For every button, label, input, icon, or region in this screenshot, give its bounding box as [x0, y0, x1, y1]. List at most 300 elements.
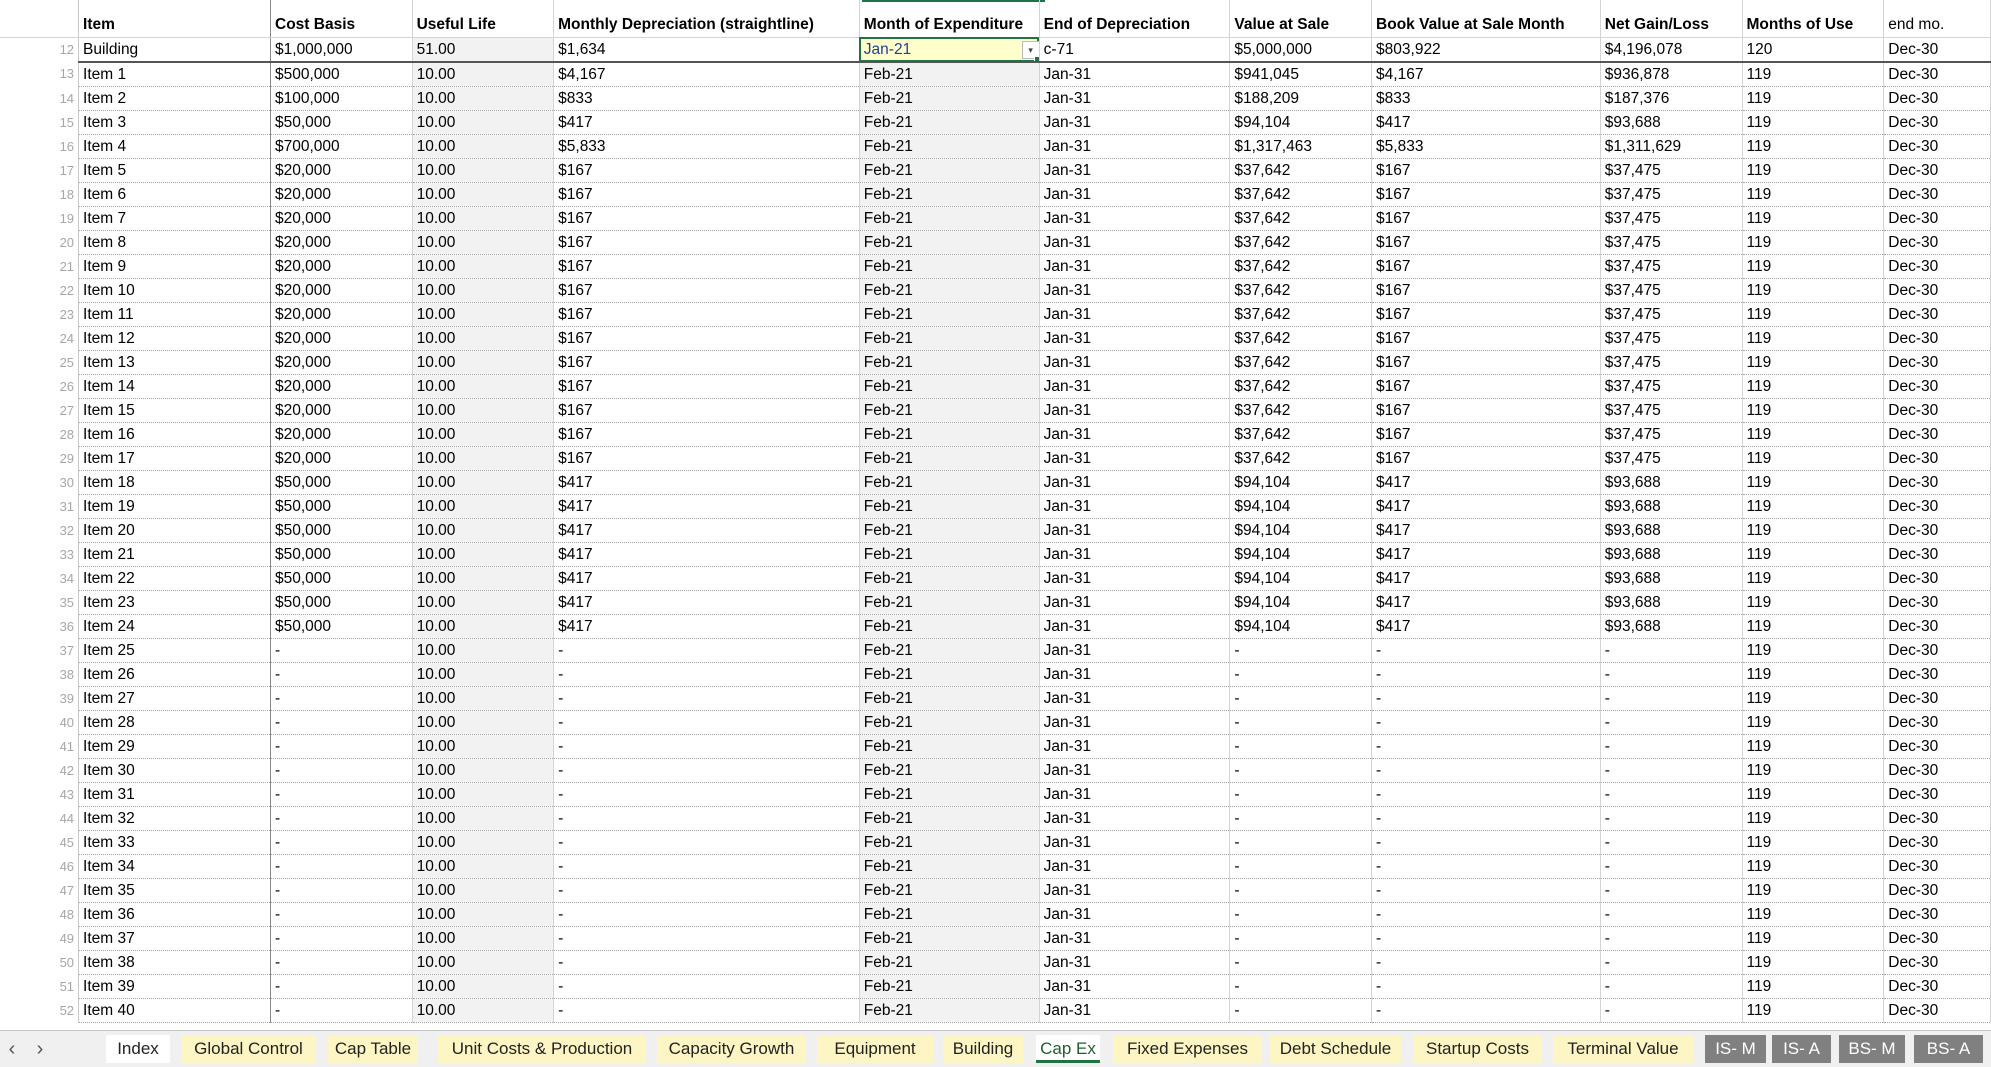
book-value-cell[interactable] [1372, 86, 1601, 110]
item-cell[interactable] [79, 638, 271, 662]
book-value-cell[interactable] [1372, 254, 1601, 278]
end-mo-cell[interactable] [1884, 566, 1991, 590]
value-at-sale-cell[interactable] [1230, 446, 1372, 470]
end-mo-cell[interactable] [1884, 86, 1991, 110]
month-of-expenditure-cell[interactable] [859, 62, 1039, 87]
monthly-depreciation-cell[interactable] [554, 62, 860, 87]
end-of-depreciation-cell[interactable] [1039, 902, 1230, 926]
cost-basis-cell[interactable] [271, 398, 413, 422]
row-number[interactable]: 28 [0, 422, 79, 446]
book-value-cell[interactable] [1372, 566, 1601, 590]
end-of-depreciation-cell[interactable] [1039, 590, 1230, 614]
value-at-sale-cell[interactable] [1230, 782, 1372, 806]
month-of-expenditure-cell[interactable] [859, 734, 1039, 758]
useful-life-cell[interactable] [412, 998, 554, 1022]
monthly-depreciation-cell[interactable] [554, 494, 860, 518]
end-of-depreciation-cell[interactable] [1039, 710, 1230, 734]
month-of-expenditure-cell[interactable] [859, 902, 1039, 926]
value-at-sale-cell[interactable] [1230, 638, 1372, 662]
sheet-tab[interactable] [1113, 1035, 1262, 1063]
end-mo-cell[interactable] [1884, 278, 1991, 302]
next-sheet-button[interactable]: › [36, 1038, 44, 1060]
book-value-cell[interactable] [1372, 398, 1601, 422]
months-of-use-cell[interactable] [1742, 37, 1884, 62]
monthly-depreciation-cell[interactable] [554, 326, 860, 350]
end-of-depreciation-cell[interactable] [1039, 614, 1230, 638]
item-cell[interactable] [79, 878, 271, 902]
net-gain-loss-cell[interactable] [1600, 110, 1742, 134]
book-value-cell[interactable] [1372, 950, 1601, 974]
item-cell[interactable] [79, 542, 271, 566]
item-cell[interactable] [79, 566, 271, 590]
months-of-use-cell[interactable] [1742, 998, 1884, 1022]
months-of-use-cell[interactable] [1742, 326, 1884, 350]
months-of-use-cell[interactable] [1742, 446, 1884, 470]
end-of-depreciation-cell[interactable] [1039, 542, 1230, 566]
end-mo-cell[interactable] [1884, 686, 1991, 710]
useful-life-cell[interactable] [412, 446, 554, 470]
value-at-sale-cell[interactable] [1230, 590, 1372, 614]
useful-life-cell[interactable] [412, 206, 554, 230]
monthly-depreciation-cell[interactable] [554, 734, 860, 758]
net-gain-loss-cell[interactable] [1600, 398, 1742, 422]
net-gain-loss-cell[interactable] [1600, 638, 1742, 662]
cost-basis-cell[interactable] [271, 110, 413, 134]
monthly-depreciation-cell[interactable] [554, 278, 860, 302]
month-of-expenditure-cell[interactable] [859, 590, 1039, 614]
row-number[interactable]: 19 [0, 206, 79, 230]
monthly-depreciation-cell[interactable] [554, 998, 860, 1022]
value-at-sale-cell[interactable] [1230, 974, 1372, 998]
item-cell[interactable] [79, 926, 271, 950]
value-at-sale-cell[interactable] [1230, 734, 1372, 758]
book-value-cell[interactable] [1372, 350, 1601, 374]
month-of-expenditure-cell[interactable] [859, 230, 1039, 254]
month-of-expenditure-cell[interactable] [859, 974, 1039, 998]
monthly-depreciation-cell[interactable] [554, 542, 860, 566]
item-cell[interactable] [79, 158, 271, 182]
cost-basis-cell[interactable] [271, 638, 413, 662]
item-cell[interactable] [79, 110, 271, 134]
month-of-expenditure-cell[interactable] [859, 134, 1039, 158]
item-cell[interactable] [79, 806, 271, 830]
row-number[interactable]: 41 [0, 734, 79, 758]
item-cell[interactable] [79, 134, 271, 158]
monthly-depreciation-cell[interactable] [554, 350, 860, 374]
end-of-depreciation-cell[interactable] [1039, 638, 1230, 662]
row-number[interactable]: 52 [0, 998, 79, 1022]
useful-life-cell[interactable] [412, 278, 554, 302]
value-at-sale-cell[interactable] [1230, 854, 1372, 878]
sheet-tab[interactable] [1036, 1035, 1100, 1063]
month-of-expenditure-cell[interactable] [859, 278, 1039, 302]
row-number[interactable]: 34 [0, 566, 79, 590]
months-of-use-cell[interactable] [1742, 494, 1884, 518]
end-mo-cell[interactable] [1884, 158, 1991, 182]
useful-life-cell[interactable] [412, 374, 554, 398]
useful-life-cell[interactable] [412, 830, 554, 854]
monthly-depreciation-cell[interactable] [554, 254, 860, 278]
end-mo-cell[interactable] [1884, 230, 1991, 254]
value-at-sale-cell[interactable] [1230, 206, 1372, 230]
end-of-depreciation-cell[interactable] [1039, 37, 1230, 62]
book-value-cell[interactable] [1372, 326, 1601, 350]
months-of-use-cell[interactable] [1742, 518, 1884, 542]
monthly-depreciation-cell[interactable] [554, 518, 860, 542]
item-cell[interactable] [79, 326, 271, 350]
useful-life-cell[interactable] [412, 734, 554, 758]
value-at-sale-cell[interactable] [1230, 662, 1372, 686]
months-of-use-cell[interactable] [1742, 566, 1884, 590]
row-number[interactable]: 25 [0, 350, 79, 374]
end-mo-cell[interactable] [1884, 206, 1991, 230]
monthly-depreciation-cell[interactable] [554, 110, 860, 134]
value-at-sale-cell[interactable] [1230, 758, 1372, 782]
book-value-cell[interactable] [1372, 446, 1601, 470]
row-number[interactable]: 13 [0, 62, 79, 87]
value-at-sale-cell[interactable] [1230, 278, 1372, 302]
monthly-depreciation-cell[interactable] [554, 398, 860, 422]
months-of-use-cell[interactable] [1742, 470, 1884, 494]
month-of-expenditure-cell[interactable] [859, 758, 1039, 782]
book-value-cell[interactable] [1372, 662, 1601, 686]
months-of-use-cell[interactable] [1742, 758, 1884, 782]
fill-handle[interactable] [1034, 56, 1040, 62]
item-cell[interactable] [79, 86, 271, 110]
item-cell[interactable] [79, 974, 271, 998]
end-mo-cell[interactable] [1884, 782, 1991, 806]
cost-basis-cell[interactable] [271, 734, 413, 758]
end-mo-cell[interactable] [1884, 590, 1991, 614]
cost-basis-cell[interactable] [271, 710, 413, 734]
book-value-cell[interactable] [1372, 710, 1601, 734]
cost-basis-cell[interactable] [271, 206, 413, 230]
net-gain-loss-cell[interactable] [1600, 998, 1742, 1022]
months-of-use-cell[interactable] [1742, 734, 1884, 758]
col-header-month-of-expenditure[interactable]: Month of Expenditure [859, 13, 1039, 37]
item-cell[interactable] [79, 350, 271, 374]
useful-life-cell[interactable] [412, 878, 554, 902]
months-of-use-cell[interactable] [1742, 134, 1884, 158]
end-of-depreciation-cell[interactable] [1039, 806, 1230, 830]
end-mo-cell[interactable] [1884, 638, 1991, 662]
item-cell[interactable] [79, 686, 271, 710]
net-gain-loss-cell[interactable] [1600, 37, 1742, 62]
col-header-end-of-depreciation[interactable]: End of Depreciation [1039, 13, 1230, 37]
row-number[interactable]: 47 [0, 878, 79, 902]
monthly-depreciation-cell[interactable] [554, 686, 860, 710]
value-at-sale-cell[interactable] [1230, 134, 1372, 158]
item-cell[interactable] [79, 182, 271, 206]
value-at-sale-cell[interactable] [1230, 926, 1372, 950]
month-of-expenditure-cell[interactable] [859, 950, 1039, 974]
month-of-expenditure-cell[interactable] [859, 662, 1039, 686]
value-at-sale-cell[interactable] [1230, 374, 1372, 398]
months-of-use-cell[interactable] [1742, 806, 1884, 830]
end-of-depreciation-cell[interactable] [1039, 206, 1230, 230]
value-at-sale-cell[interactable] [1230, 710, 1372, 734]
end-of-depreciation-cell[interactable] [1039, 350, 1230, 374]
net-gain-loss-cell[interactable] [1600, 302, 1742, 326]
cost-basis-cell[interactable] [271, 158, 413, 182]
net-gain-loss-cell[interactable] [1600, 734, 1742, 758]
net-gain-loss-cell[interactable] [1600, 710, 1742, 734]
monthly-depreciation-cell[interactable] [554, 590, 860, 614]
months-of-use-cell[interactable] [1742, 206, 1884, 230]
monthly-depreciation-cell[interactable] [554, 374, 860, 398]
useful-life-cell[interactable] [412, 494, 554, 518]
months-of-use-cell[interactable] [1742, 878, 1884, 902]
cost-basis-cell[interactable] [271, 926, 413, 950]
monthly-depreciation-cell[interactable] [554, 974, 860, 998]
useful-life-cell[interactable] [412, 110, 554, 134]
cost-basis-cell[interactable] [271, 998, 413, 1022]
end-of-depreciation-cell[interactable] [1039, 86, 1230, 110]
cost-basis-cell[interactable] [271, 542, 413, 566]
months-of-use-cell[interactable] [1742, 614, 1884, 638]
end-of-depreciation-cell[interactable] [1039, 110, 1230, 134]
book-value-cell[interactable] [1372, 878, 1601, 902]
active-cell[interactable] [859, 37, 1039, 62]
useful-life-cell[interactable] [412, 398, 554, 422]
monthly-depreciation-cell[interactable] [554, 566, 860, 590]
monthly-depreciation-cell[interactable] [554, 230, 860, 254]
sheet-tab[interactable] [1553, 1035, 1693, 1063]
row-number[interactable]: 45 [0, 830, 79, 854]
month-of-expenditure-cell[interactable] [859, 326, 1039, 350]
row-number[interactable]: 33 [0, 542, 79, 566]
months-of-use-cell[interactable] [1742, 398, 1884, 422]
net-gain-loss-cell[interactable] [1600, 566, 1742, 590]
month-of-expenditure-cell[interactable] [859, 422, 1039, 446]
cost-basis-cell[interactable] [271, 878, 413, 902]
end-of-depreciation-cell[interactable] [1039, 62, 1230, 87]
end-mo-cell[interactable] [1884, 350, 1991, 374]
end-mo-cell[interactable] [1884, 662, 1991, 686]
useful-life-cell[interactable] [412, 902, 554, 926]
item-cell[interactable] [79, 710, 271, 734]
month-of-expenditure-cell[interactable] [859, 614, 1039, 638]
months-of-use-cell[interactable] [1742, 902, 1884, 926]
cost-basis-cell[interactable] [271, 566, 413, 590]
sheet-tab[interactable] [943, 1035, 1023, 1063]
cost-basis-cell[interactable] [271, 326, 413, 350]
months-of-use-cell[interactable] [1742, 950, 1884, 974]
value-at-sale-cell[interactable] [1230, 230, 1372, 254]
useful-life-cell[interactable] [412, 37, 554, 62]
net-gain-loss-cell[interactable] [1600, 206, 1742, 230]
end-mo-cell[interactable] [1884, 998, 1991, 1022]
row-number[interactable]: 21 [0, 254, 79, 278]
cost-basis-cell[interactable] [271, 494, 413, 518]
months-of-use-cell[interactable] [1742, 62, 1884, 87]
book-value-cell[interactable] [1372, 974, 1601, 998]
col-header-net-gain-loss[interactable]: Net Gain/Loss [1600, 13, 1742, 37]
cost-basis-cell[interactable] [271, 86, 413, 110]
net-gain-loss-cell[interactable] [1600, 62, 1742, 87]
book-value-cell[interactable] [1372, 37, 1601, 62]
row-number[interactable]: 17 [0, 158, 79, 182]
useful-life-cell[interactable] [412, 950, 554, 974]
end-mo-cell[interactable] [1884, 806, 1991, 830]
month-of-expenditure-cell[interactable] [859, 158, 1039, 182]
months-of-use-cell[interactable] [1742, 86, 1884, 110]
end-mo-cell[interactable] [1884, 37, 1991, 62]
value-at-sale-cell[interactable] [1230, 614, 1372, 638]
value-at-sale-cell[interactable] [1230, 494, 1372, 518]
net-gain-loss-cell[interactable] [1600, 278, 1742, 302]
end-of-depreciation-cell[interactable] [1039, 398, 1230, 422]
book-value-cell[interactable] [1372, 782, 1601, 806]
end-mo-cell[interactable] [1884, 398, 1991, 422]
net-gain-loss-cell[interactable] [1600, 590, 1742, 614]
item-cell[interactable] [79, 902, 271, 926]
cost-basis-cell[interactable] [271, 854, 413, 878]
row-number[interactable]: 39 [0, 686, 79, 710]
value-at-sale-cell[interactable] [1230, 542, 1372, 566]
monthly-depreciation-cell[interactable] [554, 710, 860, 734]
end-mo-cell[interactable] [1884, 110, 1991, 134]
item-cell[interactable] [79, 950, 271, 974]
useful-life-cell[interactable] [412, 662, 554, 686]
item-cell[interactable] [79, 662, 271, 686]
book-value-cell[interactable] [1372, 638, 1601, 662]
value-at-sale-cell[interactable] [1230, 566, 1372, 590]
monthly-depreciation-cell[interactable] [554, 86, 860, 110]
cost-basis-cell[interactable] [271, 518, 413, 542]
end-mo-cell[interactable] [1884, 470, 1991, 494]
end-mo-cell[interactable] [1884, 830, 1991, 854]
useful-life-cell[interactable] [412, 590, 554, 614]
book-value-cell[interactable] [1372, 734, 1601, 758]
monthly-depreciation-cell[interactable] [554, 302, 860, 326]
cost-basis-cell[interactable] [271, 422, 413, 446]
sheet-tab[interactable] [181, 1035, 316, 1063]
end-mo-cell[interactable] [1884, 326, 1991, 350]
months-of-use-cell[interactable] [1742, 182, 1884, 206]
end-of-depreciation-cell[interactable] [1039, 734, 1230, 758]
sheet-tab[interactable] [1772, 1035, 1831, 1063]
month-of-expenditure-cell[interactable] [859, 110, 1039, 134]
month-of-expenditure-cell[interactable] [859, 638, 1039, 662]
end-mo-cell[interactable] [1884, 374, 1991, 398]
net-gain-loss-cell[interactable] [1600, 782, 1742, 806]
end-of-depreciation-cell[interactable] [1039, 470, 1230, 494]
end-of-depreciation-cell[interactable] [1039, 254, 1230, 278]
end-of-depreciation-cell[interactable] [1039, 782, 1230, 806]
end-of-depreciation-cell[interactable] [1039, 518, 1230, 542]
item-cell[interactable] [79, 374, 271, 398]
end-mo-cell[interactable] [1884, 182, 1991, 206]
row-number[interactable]: 32 [0, 518, 79, 542]
value-at-sale-cell[interactable] [1230, 878, 1372, 902]
monthly-depreciation-cell[interactable] [554, 638, 860, 662]
row-number[interactable]: 16 [0, 134, 79, 158]
months-of-use-cell[interactable] [1742, 254, 1884, 278]
net-gain-loss-cell[interactable] [1600, 542, 1742, 566]
row-number[interactable]: 26 [0, 374, 79, 398]
useful-life-cell[interactable] [412, 974, 554, 998]
monthly-depreciation-cell[interactable] [554, 806, 860, 830]
month-of-expenditure-cell[interactable] [859, 350, 1039, 374]
month-of-expenditure-cell[interactable] [859, 254, 1039, 278]
cost-basis-cell[interactable] [271, 470, 413, 494]
months-of-use-cell[interactable] [1742, 830, 1884, 854]
useful-life-cell[interactable] [412, 422, 554, 446]
end-mo-cell[interactable] [1884, 854, 1991, 878]
months-of-use-cell[interactable] [1742, 710, 1884, 734]
monthly-depreciation-cell[interactable] [554, 830, 860, 854]
cost-basis-cell[interactable] [271, 254, 413, 278]
end-of-depreciation-cell[interactable] [1039, 566, 1230, 590]
net-gain-loss-cell[interactable] [1600, 830, 1742, 854]
monthly-depreciation-cell[interactable] [554, 158, 860, 182]
end-of-depreciation-cell[interactable] [1039, 278, 1230, 302]
row-number[interactable]: 15 [0, 110, 79, 134]
row-number[interactable]: 37 [0, 638, 79, 662]
net-gain-loss-cell[interactable] [1600, 662, 1742, 686]
net-gain-loss-cell[interactable] [1600, 254, 1742, 278]
row-number[interactable]: 23 [0, 302, 79, 326]
useful-life-cell[interactable] [412, 758, 554, 782]
end-of-depreciation-cell[interactable] [1039, 758, 1230, 782]
useful-life-cell[interactable] [412, 782, 554, 806]
item-cell[interactable] [79, 830, 271, 854]
row-number[interactable]: 20 [0, 230, 79, 254]
net-gain-loss-cell[interactable] [1600, 950, 1742, 974]
value-at-sale-cell[interactable] [1230, 518, 1372, 542]
item-cell[interactable] [79, 494, 271, 518]
end-of-depreciation-cell[interactable] [1039, 974, 1230, 998]
book-value-cell[interactable] [1372, 278, 1601, 302]
book-value-cell[interactable] [1372, 230, 1601, 254]
end-mo-cell[interactable] [1884, 926, 1991, 950]
col-header-useful-life[interactable]: Useful Life [412, 13, 554, 37]
months-of-use-cell[interactable] [1742, 230, 1884, 254]
col-header-item[interactable]: Item [79, 13, 271, 37]
value-at-sale-cell[interactable] [1230, 902, 1372, 926]
net-gain-loss-cell[interactable] [1600, 974, 1742, 998]
cost-basis-cell[interactable] [271, 182, 413, 206]
sheet-tab[interactable] [1705, 1035, 1766, 1063]
end-mo-cell[interactable] [1884, 974, 1991, 998]
month-of-expenditure-cell[interactable] [859, 686, 1039, 710]
cost-basis-cell[interactable] [271, 830, 413, 854]
cost-basis-cell[interactable] [271, 758, 413, 782]
sheet-tab[interactable] [1839, 1035, 1905, 1063]
end-of-depreciation-cell[interactable] [1039, 422, 1230, 446]
item-cell[interactable] [79, 590, 271, 614]
net-gain-loss-cell[interactable] [1600, 230, 1742, 254]
monthly-depreciation-cell[interactable] [554, 37, 860, 62]
book-value-cell[interactable] [1372, 494, 1601, 518]
useful-life-cell[interactable] [412, 86, 554, 110]
end-mo-cell[interactable] [1884, 134, 1991, 158]
monthly-depreciation-cell[interactable] [554, 902, 860, 926]
monthly-depreciation-cell[interactable] [554, 782, 860, 806]
value-at-sale-cell[interactable] [1230, 830, 1372, 854]
useful-life-cell[interactable] [412, 566, 554, 590]
month-of-expenditure-cell[interactable] [859, 446, 1039, 470]
item-cell[interactable] [79, 37, 271, 62]
end-mo-cell[interactable] [1884, 518, 1991, 542]
row-number[interactable]: 29 [0, 446, 79, 470]
cost-basis-cell[interactable] [271, 902, 413, 926]
item-cell[interactable] [79, 230, 271, 254]
row-number[interactable]: 49 [0, 926, 79, 950]
book-value-cell[interactable] [1372, 926, 1601, 950]
col-header-end-mo[interactable]: end mo. [1884, 13, 1991, 37]
